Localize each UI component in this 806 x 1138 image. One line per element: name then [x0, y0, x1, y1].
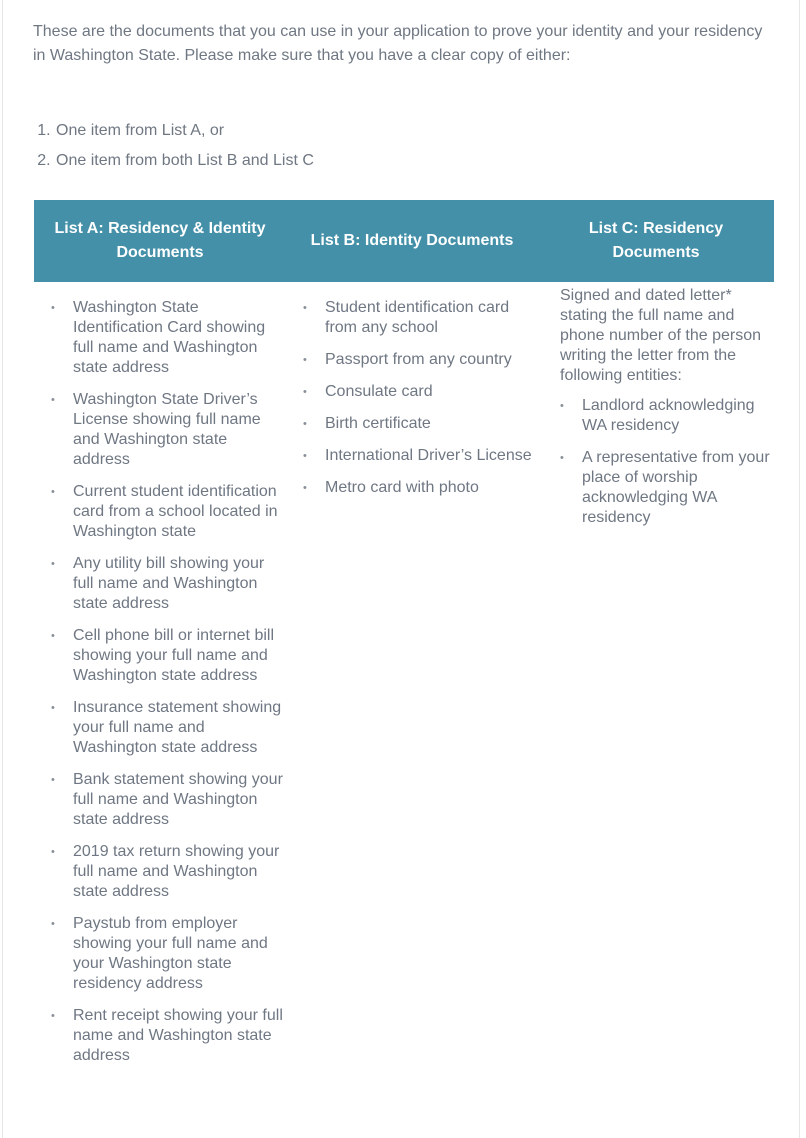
- documents-table: [34, 200, 774, 1078]
- list-item: • Washington State Identification Card showing full name and Washington state address: [34, 298, 286, 378]
- option-item: 2. One item from both List B and List C: [55, 146, 314, 176]
- table-header-row: [34, 200, 774, 282]
- requirement-options: [33, 116, 314, 176]
- list-item: • Current student identification card from a school located in Washington state: [34, 482, 286, 542]
- list-item: • International Driver’s License: [286, 446, 538, 466]
- list-item: • Bank statement showing your full name and Washington state address: [34, 770, 286, 830]
- header-list-c: List C: Residency Documents: [538, 200, 774, 282]
- list-item: • Any utility bill showing your full name and Washington state address: [34, 554, 286, 614]
- list-a-cell: [34, 282, 286, 1078]
- list-item: • Insurance statement showing your full name and Washington state address: [34, 698, 286, 758]
- option-item: 1. One item from List A, or: [55, 116, 314, 146]
- list-b-items: [286, 298, 538, 498]
- list-item: • Landlord acknowledging WA residency: [538, 396, 774, 436]
- list-c-intro: Signed and dated letter* stating the full name and phone number of the person writing the letter from the following entities:: [560, 287, 762, 384]
- list-item: • Rent receipt showing your full name and Washington state address: [34, 1006, 286, 1066]
- list-c-items: [538, 396, 774, 528]
- list-item: • Passport from any country: [286, 350, 538, 370]
- list-item: • Washington State Driver’s License showing full name and Washington state address: [34, 390, 286, 470]
- header-list-a: List A: Residency & Identity Documents: [34, 200, 286, 282]
- list-item: • Consulate card: [286, 382, 538, 402]
- list-b-cell: [286, 282, 538, 1078]
- table-row: [34, 282, 774, 1078]
- list-item: • Cell phone bill or internet bill showing your full name and Washington state address: [34, 626, 286, 686]
- list-a-items: [34, 298, 286, 1066]
- list-item: • Metro card with photo: [286, 478, 538, 498]
- list-item: • Student identification card from any school: [286, 298, 538, 338]
- list-item: • Birth certificate: [286, 414, 538, 434]
- list-c-cell: [538, 282, 774, 1078]
- header-list-b: List B: Identity Documents: [286, 200, 538, 282]
- list-item: • 2019 tax return showing your full name and Washington state address: [34, 842, 286, 902]
- list-item: • A representative from your place of worship acknowledging WA residency: [538, 448, 774, 528]
- intro-paragraph: These are the documents that you can use in your application to prove your identity and your residency in Washington State. Please make sure that you have a clear copy of either:: [33, 23, 763, 64]
- list-item: • Paystub from employer showing your full name and your Washington state residency address: [34, 914, 286, 994]
